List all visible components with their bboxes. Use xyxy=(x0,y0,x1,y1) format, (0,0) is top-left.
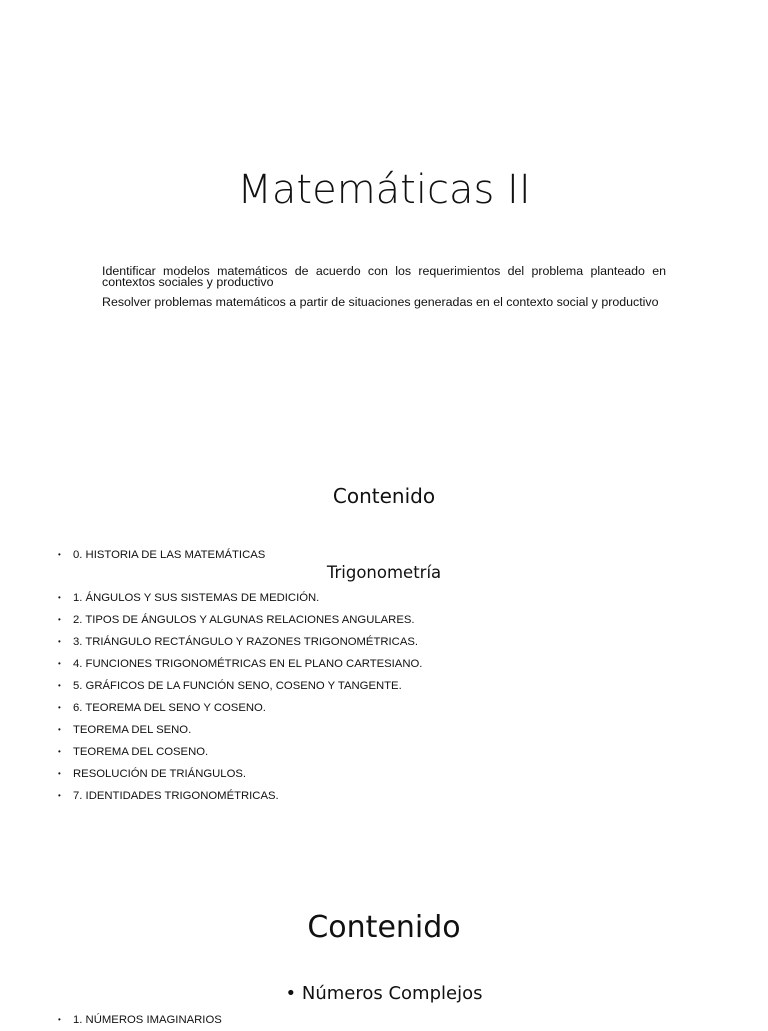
complex-numbers-heading: • Números Complejos xyxy=(285,983,483,1004)
list-item xyxy=(58,763,422,785)
page-title: Matemáticas II xyxy=(237,167,531,213)
objective-1: Identificar modelos matemáticos de acuerdo con los requerimientos del problema planteado en contextos sociales y productivo xyxy=(102,264,666,289)
bullet-icon: • xyxy=(58,681,61,690)
bullet-icon: • xyxy=(58,659,61,668)
trigonometry-heading: Trigonometría xyxy=(326,563,442,582)
list-item-label: 7. IDENTIDADES TRIGONOMÉTRICAS. xyxy=(73,790,279,802)
bullet-icon: • xyxy=(58,791,61,800)
list-item-label: TEOREMA DEL COSENO. xyxy=(73,746,209,758)
bullet-icon: • xyxy=(58,1015,61,1024)
bullet-icon: • xyxy=(58,703,61,712)
list-item-label: RESOLUCIÓN DE TRIÁNGULOS. xyxy=(73,768,247,780)
list-item-label: 3. TRIÁNGULO RECTÁNGULO Y RAZONES TRIGONOMÉTRICAS. xyxy=(73,636,419,648)
bullet-icon: • xyxy=(58,725,61,734)
bullet-icon: • xyxy=(58,637,61,646)
list-item xyxy=(58,785,422,807)
trigonometry-list xyxy=(58,587,422,807)
list-item-label: 0. HISTORIA DE LAS MATEMÁTICAS xyxy=(73,549,266,561)
objectives-block xyxy=(102,266,666,317)
list-item xyxy=(58,719,422,741)
list-item xyxy=(58,587,422,609)
complex-numbers-list xyxy=(58,1009,222,1031)
list-item xyxy=(58,741,422,763)
list-item xyxy=(58,675,422,697)
bullet-icon: • xyxy=(58,593,61,602)
list-item-label: 4. FUNCIONES TRIGONOMÉTRICAS EN EL PLANO CARTESIANO. xyxy=(73,658,423,670)
contents-title: Contenido xyxy=(332,484,436,508)
list-item-label: 5. GRÁFICOS DE LA FUNCIÓN SENO, COSENO Y TANGENTE. xyxy=(73,680,402,692)
list-item-label: TEOREMA DEL SENO. xyxy=(73,724,192,736)
list-item xyxy=(58,609,422,631)
bullet-icon: • xyxy=(58,747,61,756)
bullet-icon: • xyxy=(58,615,61,624)
bullet-icon: • xyxy=(58,550,61,559)
list-item-label: 1. ÁNGULOS Y SUS SISTEMAS DE MEDICIÓN. xyxy=(73,592,320,604)
list-item xyxy=(58,1009,222,1031)
contents-title-2: Contenido xyxy=(307,910,461,945)
list-item-label: 2. TIPOS DE ÁNGULOS Y ALGUNAS RELACIONES ANGULARES. xyxy=(73,614,415,626)
list-item-label: 1. NÚMEROS IMAGINARIOS xyxy=(73,1014,222,1026)
objective-2: Resolver problemas matemáticos a partir de situaciones generadas en el contexto social y productivo xyxy=(102,295,659,309)
list-item xyxy=(58,653,422,675)
list-item-label: 6. TEOREMA DEL SENO Y COSENO. xyxy=(73,702,266,714)
list-item xyxy=(58,697,422,719)
bullet-icon: • xyxy=(58,769,61,778)
list-item xyxy=(58,631,422,653)
